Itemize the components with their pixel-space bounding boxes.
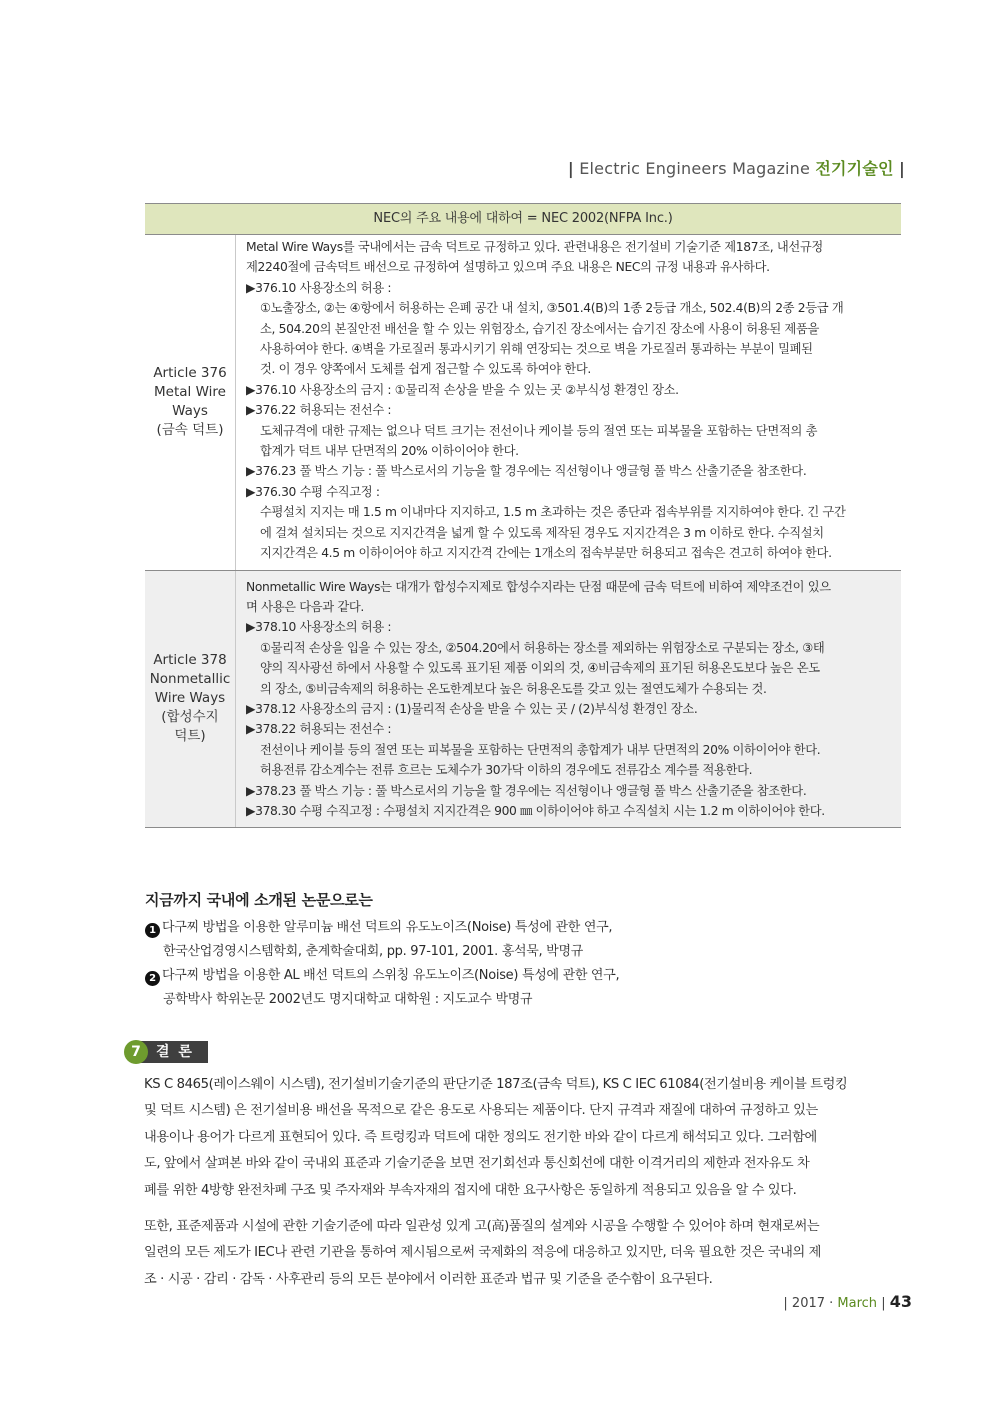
content-line: 에 걸쳐 설치되는 것으로 지지간격을 넓게 할 수 있도록 제작된 경우도 지지간격은 3 m 이하로 한다. 수직설치 — [260, 525, 824, 540]
reference-item — [145, 916, 905, 940]
header-bar-left: | — [567, 159, 574, 178]
content-line: ▶376.22 허용되는 전선수 : — [246, 403, 392, 418]
paragraph — [144, 1072, 904, 1204]
running-header — [568, 156, 905, 179]
label-line: (합성수지 — [161, 709, 219, 726]
reference-item — [145, 964, 905, 988]
content-line: ▶376.23 풀 박스 기능 : 풀 박스로서의 기능을 할 경우에는 직선형이나 앵글형 풀 박스 산출기준을 참조한다. — [246, 464, 807, 479]
page-number: 43 — [889, 1292, 912, 1311]
table-row-article-376 — [145, 235, 901, 571]
section-number-badge: 7 — [124, 1040, 148, 1064]
reference-line: 한국산업경영시스템학회, 춘계학술대회, pp. 97-101, 2001. 홍석묵, 박명규 — [163, 944, 583, 959]
content-line: 소, 504.20의 본질안전 배선을 할 수 있는 위험장소, 습기진 장소에서는 습기진 장소에 사용이 허용된 제품을 — [260, 321, 820, 336]
content-line: 며 사용은 다음과 같다. — [246, 599, 364, 614]
table-row-article-378 — [145, 570, 901, 828]
content-line: ▶378.22 허용되는 전선수 : — [246, 722, 392, 737]
content-line: 전선이나 케이블 등의 절연 또는 피복물을 포함하는 단면적의 총합계가 내부 단면적의 20% 이하이어야 한다. — [260, 742, 821, 757]
content-line: 양의 직사광선 하에서 사용할 수 있도록 표기된 제품 이외의 것, ④비금속제의 표기된 허용온도보다 높은 온도 — [260, 661, 820, 676]
content-line: ▶376.10 사용장소의 허용 : — [246, 280, 392, 295]
text-line: 일련의 모든 제도가 IEC나 관련 기관을 통하여 제시됨으로써 국제화의 적응에 대응하고 있지만, 더욱 필요한 것은 국내의 제 — [144, 1245, 821, 1261]
footer-bar: | — [783, 1296, 788, 1311]
text-line: 또한, 표준제품과 시설에 관한 기술기준에 따라 일관성 있게 고(高)품질의 설계와 시공을 수행할 수 있어야 하며 현재로써는 — [144, 1219, 820, 1235]
content-line: ▶378.12 사용장소의 금지 : (1)물리적 손상을 받을 수 있는 곳 / (2)부식성 환경인 장소. — [246, 701, 698, 716]
row-content — [236, 570, 902, 828]
content-line: ▶376.10 사용장소의 금지 : ①물리적 손상을 받을 수 있는 곳 ②부식성 환경인 장소. — [246, 382, 679, 397]
content-line: 것. 이 경우 양쪽에서 도체를 쉽게 접근할 수 있도록 하여야 한다. — [260, 362, 591, 377]
row-label — [145, 235, 236, 571]
content-line: ①물리적 손상을 입을 수 있는 장소, ②504.20에서 허용하는 장소를 제외하는 위험장소로 구분되는 장소, ③태 — [260, 640, 825, 655]
paragraph — [144, 1214, 904, 1293]
label-line: Ways — [172, 403, 208, 420]
content-line: Metal Wire Ways를 국내에서는 금속 덕트로 규정하고 있다. 관련내용은 전기설비 기술기준 제187조, 내선규정 — [246, 240, 823, 254]
row-content — [236, 235, 902, 571]
content-line: ▶376.30 수평 수직고정 : — [246, 484, 380, 499]
text-line: KS C 8465(레이스웨이 시스템), 전기설비기술기준의 판단기준 187조(금속 덕트), KS C IEC 61084(전기설비용 케이블 트렁킹 — [144, 1077, 848, 1092]
content-line: 의 장소, ⑤비금속제의 허용하는 온도한계보다 높은 허용온도를 갖고 있는 절연도체가 수용되는 것. — [260, 681, 767, 696]
label-line: Metal Wire — [154, 384, 226, 401]
nec-table — [145, 203, 901, 828]
content-line: 지지간격은 4.5 m 이하이어야 하고 지지간격 간에는 1개소의 접속부분만 허용되고 접속은 견고히 하여야 한다. — [260, 546, 832, 561]
content-line: ▶378.23 풀 박스 기능 : 풀 박스로서의 기능을 할 경우에는 직선형이나 앵글형 풀 박스 산출기준을 참조한다. — [246, 783, 807, 798]
text-line: 조 · 시공 · 감리 · 감독 · 사후관리 등의 모든 분야에서 이러한 표준과 법규 및 기준을 준수함이 요구된다. — [144, 1271, 713, 1287]
header-bar-right: | — [898, 159, 905, 178]
content-line: ①노출장소, ②는 ④항에서 허용하는 은폐 공간 내 설치, ③501.4(B)의 1종 2등급 개소, 502.4(B)의 2종 2등급 개 — [260, 301, 844, 316]
conclusion-body — [144, 1072, 904, 1293]
footer-month: March — [837, 1296, 878, 1311]
content-line: 도체규격에 대한 규제는 없으나 덕트 크기는 전선이나 케이블 등의 절연 또는 피복물을 포함하는 단면적의 총 — [260, 423, 818, 438]
reference-line: 공학박사 학위논문 2002년도 명지대학교 대학원 : 지도교수 박명규 — [163, 992, 533, 1007]
text-line: 및 덕트 시스템) 은 전기설비용 배선을 목적으로 같은 용도로 사용되는 제품이다. 단지 규격과 재질에 대하여 규정하고 있는 — [144, 1103, 818, 1119]
reference-line: 다구찌 방법을 이용한 알루미늄 배선 덕트의 유도노이즈(Noise) 특성에 관한 연구, — [162, 920, 613, 935]
content-line: ▶378.10 사용장소의 허용 : — [246, 620, 392, 635]
reference-line: 다구찌 방법을 이용한 AL 배선 덕트의 스위칭 유도노이즈(Noise) 특성에 관한 연구, — [162, 968, 620, 983]
content-line: 합계가 덕트 내부 단면적의 20% 이하이어야 한다. — [260, 444, 519, 459]
text-line: 폐를 위한 4방향 완전차폐 구조 및 주자재와 부속자재의 접지에 대한 요구사항은 동일하게 적용되고 있음을 알 수 있다. — [144, 1182, 797, 1198]
label-line: (금속 덕트) — [156, 422, 224, 439]
page-footer — [783, 1292, 912, 1311]
text-line: 도, 앞에서 살펴본 바와 같이 국내외 표준과 기술기준을 보면 전기회선과 통신회선에 대한 이격거리의 제한과 전자유도 차 — [144, 1156, 810, 1172]
magazine-name-ko: 전기기술인 — [815, 159, 894, 178]
label-line: Wire Ways — [154, 690, 226, 707]
references-title: 지금까지 국내에 소개된 논문으로는 — [145, 891, 373, 909]
reference-number-badge: 1 — [145, 923, 160, 938]
label-line: 덕트) — [174, 728, 206, 745]
label-line: Article 376 — [153, 365, 227, 382]
content-line: ▶378.30 수평 수직고정 : 수평설치 지지간격은 900 ㎜ 이하이어야 하고 수직설치 시는 1.2 m 이하이어야 한다. — [246, 803, 825, 818]
label-line: Article 378 — [153, 652, 227, 669]
text-line: 내용이나 용어가 다르게 표현되어 있다. 즉 트렁킹과 덕트에 대한 정의도 전기한 바와 같이 다르게 해석되고 있다. 그러함에 — [144, 1129, 817, 1145]
reference-number-badge: 2 — [145, 971, 160, 986]
magazine-name-en: Electric Engineers Magazine — [579, 159, 811, 178]
row-label — [145, 570, 236, 828]
table-title: NEC의 주요 내용에 대하여 = NEC 2002(NFPA Inc.) — [145, 204, 901, 235]
footer-bar: | — [881, 1296, 886, 1311]
footer-year: 2017 · — [791, 1296, 834, 1311]
references-section — [145, 888, 905, 1012]
content-line: 수평설치 지지는 매 1.5 m 이내마다 지지하고, 1.5 m 초과하는 것은 종단과 접속부위를 지지하여야 한다. 긴 구간 — [260, 505, 846, 520]
section-title: 결 론 — [138, 1041, 208, 1063]
content-line: 사용하여야 한다. ④벽을 가로질러 통과시키기 위해 연장되는 것으로 벽을 가로질러 통과하는 부분이 밀폐된 — [260, 342, 813, 357]
label-line: Nonmetallic — [149, 671, 231, 688]
content-line: Nonmetallic Wire Ways는 대개가 합성수지제로 합성수지라는 단점 때문에 금속 덕트에 비하여 제약조건이 있으 — [246, 579, 831, 594]
content-line: 제2240절에 금속덕트 배선으로 규정하여 설명하고 있으며 주요 내용은 NEC의 규정 내용과 유사하다. — [246, 260, 770, 275]
content-line: 허용전류 감소계수는 전류 흐르는 도체수가 30가닥 이하의 경우에도 전류감소 계수를 적용한다. — [260, 763, 753, 778]
